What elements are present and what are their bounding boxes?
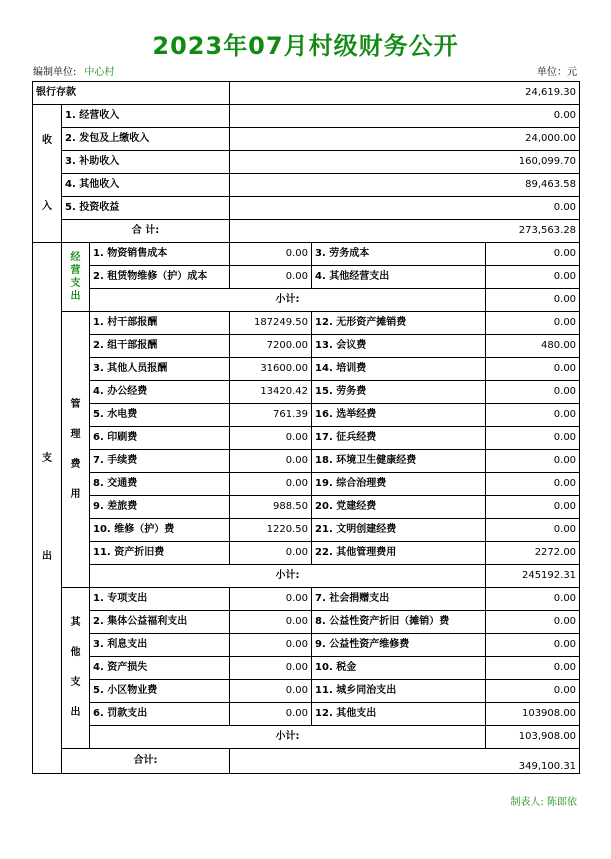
other-category	[62, 588, 90, 749]
income-side-char-2: 入	[42, 200, 52, 212]
bank-row	[33, 82, 580, 105]
expense-item-value: 0.00	[486, 657, 580, 680]
income-row	[33, 128, 580, 151]
management-subtotal-value: 245192.31	[486, 565, 580, 588]
expense-item-label: 7. 手续费	[90, 450, 230, 473]
income-item-value: 160,099.70	[230, 151, 580, 174]
currency-unit: 单位：元	[537, 67, 577, 78]
income-row	[33, 105, 580, 128]
income-total-row	[33, 220, 580, 243]
preparer: 制表人: 陈郎依	[510, 797, 577, 808]
other-category-char: 他	[70, 647, 81, 658]
management-row	[33, 519, 580, 542]
operating-category: 经营支出	[62, 243, 90, 312]
expense-total-value: 349,100.31	[230, 749, 580, 774]
management-category	[62, 312, 90, 588]
expense-item-value: 0.00	[230, 542, 312, 565]
other-row	[33, 634, 580, 657]
management-subtotal-row	[33, 565, 580, 588]
expense-item-label: 11. 城乡同治支出	[312, 680, 486, 703]
expense-side-label	[33, 243, 62, 774]
management-category-char: 理	[70, 428, 81, 440]
income-item-value: 0.00	[230, 197, 580, 220]
expense-item-label: 22. 其他管理费用	[312, 542, 486, 565]
expense-item-value: 0.00	[486, 634, 580, 657]
management-row	[33, 404, 580, 427]
expense-total-row	[33, 749, 580, 774]
income-row	[33, 151, 580, 174]
expense-item-label: 4. 资产损失	[90, 657, 230, 680]
expense-item-label: 5. 小区物业费	[90, 680, 230, 703]
expense-item-value: 0.00	[230, 473, 312, 496]
expense-item-value: 0.00	[486, 266, 580, 289]
management-category-char: 用	[70, 488, 81, 500]
expense-item-label: 21. 文明创建经费	[312, 519, 486, 542]
income-item-label: 5. 投资收益	[62, 197, 230, 220]
prepared-unit-label: 编制单位:	[33, 67, 77, 78]
expense-item-value: 0.00	[486, 680, 580, 703]
expense-item-label: 1. 专项支出	[90, 588, 230, 611]
expense-item-label: 10. 税金	[312, 657, 486, 680]
expense-item-value: 0.00	[230, 611, 312, 634]
expense-item-label: 3. 其他人员报酬	[90, 358, 230, 381]
expense-item-label: 7. 社会捐赠支出	[312, 588, 486, 611]
other-subtotal-row	[33, 726, 580, 749]
expense-item-value: 0.00	[230, 266, 312, 289]
expense-item-label: 15. 劳务费	[312, 381, 486, 404]
expense-item-value: 0.00	[486, 358, 580, 381]
expense-side-char-2: 出	[42, 551, 52, 562]
expense-item-label: 3. 劳务成本	[312, 243, 486, 266]
operating-row	[33, 266, 580, 289]
income-item-value: 0.00	[230, 105, 580, 128]
expense-item-value: 0.00	[230, 427, 312, 450]
expense-side-char-1: 支	[42, 453, 52, 464]
expense-item-value: 31600.00	[230, 358, 312, 381]
other-row	[33, 703, 580, 726]
expense-item-label: 2. 集体公益福利支出	[90, 611, 230, 634]
expense-item-value: 0.00	[486, 611, 580, 634]
expense-item-label: 2. 组干部报酬	[90, 335, 230, 358]
expense-item-value: 103908.00	[486, 703, 580, 726]
expense-item-value: 0.00	[230, 450, 312, 473]
expense-item-label: 3. 利息支出	[90, 634, 230, 657]
operating-subtotal-value: 0.00	[486, 289, 580, 312]
management-row	[33, 496, 580, 519]
page-title: 2023年07月村级财务公开	[152, 32, 459, 60]
expense-item-value: 761.39	[230, 404, 312, 427]
expense-item-value: 0.00	[230, 703, 312, 726]
expense-item-value: 2272.00	[486, 542, 580, 565]
expense-item-value: 7200.00	[230, 335, 312, 358]
management-row	[33, 450, 580, 473]
expense-item-value: 0.00	[486, 381, 580, 404]
prepared-unit-value: 中心村	[84, 67, 115, 78]
expense-item-value: 0.00	[486, 404, 580, 427]
bank-value: 24,619.30	[230, 82, 580, 105]
management-category-char: 费	[70, 458, 81, 470]
management-row	[33, 542, 580, 565]
income-item-label: 4. 其他收入	[62, 174, 230, 197]
income-side-char-1: 收	[42, 134, 52, 146]
expense-item-label: 18. 环境卫生健康经费	[312, 450, 486, 473]
expense-item-value: 0.00	[230, 657, 312, 680]
expense-item-label: 12. 其他支出	[312, 703, 486, 726]
expense-item-value: 0.00	[230, 680, 312, 703]
management-row	[33, 381, 580, 404]
other-subtotal-value: 103,908.00	[486, 726, 580, 749]
income-item-label: 3. 补助收入	[62, 151, 230, 174]
income-item-label: 2. 发包及上缴收入	[62, 128, 230, 151]
expense-item-label: 4. 办公经费	[90, 381, 230, 404]
management-subtotal-label: 小计:	[90, 565, 486, 588]
management-category-char: 管	[70, 398, 81, 410]
expense-item-value: 480.00	[486, 335, 580, 358]
expense-item-value: 0.00	[486, 312, 580, 335]
other-category-char: 支	[70, 677, 81, 688]
finance-table	[32, 81, 580, 774]
expense-item-value: 0.00	[230, 634, 312, 657]
other-row	[33, 680, 580, 703]
expense-item-label: 17. 征兵经费	[312, 427, 486, 450]
expense-item-value: 187249.50	[230, 312, 312, 335]
expense-item-label: 16. 选举经费	[312, 404, 486, 427]
expense-item-label: 14. 培训费	[312, 358, 486, 381]
expense-item-value: 0.00	[486, 588, 580, 611]
expense-total-label: 合计:	[62, 749, 230, 774]
expense-item-value: 0.00	[230, 243, 312, 266]
income-side-label	[33, 105, 62, 243]
expense-item-value: 0.00	[486, 496, 580, 519]
expense-item-label: 5. 水电费	[90, 404, 230, 427]
expense-item-value: 0.00	[486, 519, 580, 542]
expense-item-label: 9. 公益性资产维修费	[312, 634, 486, 657]
expense-item-value: 13420.42	[230, 381, 312, 404]
expense-item-label: 19. 综合治理费	[312, 473, 486, 496]
management-row	[33, 312, 580, 335]
expense-item-value: 1220.50	[230, 519, 312, 542]
income-item-value: 24,000.00	[230, 128, 580, 151]
operating-subtotal-label: 小计:	[90, 289, 486, 312]
expense-item-label: 6. 罚款支出	[90, 703, 230, 726]
expense-item-label: 8. 交通费	[90, 473, 230, 496]
income-total-label: 合 计:	[62, 220, 230, 243]
expense-item-label: 4. 其他经营支出	[312, 266, 486, 289]
income-row	[33, 174, 580, 197]
other-row	[33, 588, 580, 611]
operating-subtotal-row	[33, 289, 580, 312]
management-row	[33, 335, 580, 358]
expense-item-label: 9. 差旅费	[90, 496, 230, 519]
expense-item-value: 0.00	[486, 473, 580, 496]
management-row	[33, 358, 580, 381]
expense-item-label: 10. 维修（护）费	[90, 519, 230, 542]
expense-item-label: 8. 公益性资产折旧（摊销）费	[312, 611, 486, 634]
prepared-unit	[33, 63, 114, 78]
expense-item-label: 2. 租赁物维修（护）成本	[90, 266, 230, 289]
income-item-label: 1. 经营收入	[62, 105, 230, 128]
bank-label: 银行存款	[33, 82, 230, 105]
expense-item-label: 11. 资产折旧费	[90, 542, 230, 565]
expense-item-label: 12. 无形资产摊销费	[312, 312, 486, 335]
expense-item-value: 0.00	[486, 450, 580, 473]
other-category-char: 其	[70, 617, 81, 628]
expense-item-label: 13. 会议费	[312, 335, 486, 358]
other-category-char: 出	[70, 707, 81, 718]
expense-item-value: 988.50	[230, 496, 312, 519]
management-row	[33, 427, 580, 450]
income-row	[33, 197, 580, 220]
management-row	[33, 473, 580, 496]
expense-item-label: 1. 村干部报酬	[90, 312, 230, 335]
other-subtotal-label: 小计:	[90, 726, 486, 749]
other-row	[33, 657, 580, 680]
expense-item-value: 0.00	[486, 243, 580, 266]
operating-row	[33, 243, 580, 266]
expense-item-label: 20. 党建经费	[312, 496, 486, 519]
expense-item-label: 6. 印刷费	[90, 427, 230, 450]
income-total-value: 273,563.28	[230, 220, 580, 243]
income-item-value: 89,463.58	[230, 174, 580, 197]
expense-item-label: 1. 物资销售成本	[90, 243, 230, 266]
other-row	[33, 611, 580, 634]
expense-item-value: 0.00	[230, 588, 312, 611]
expense-item-value: 0.00	[486, 427, 580, 450]
